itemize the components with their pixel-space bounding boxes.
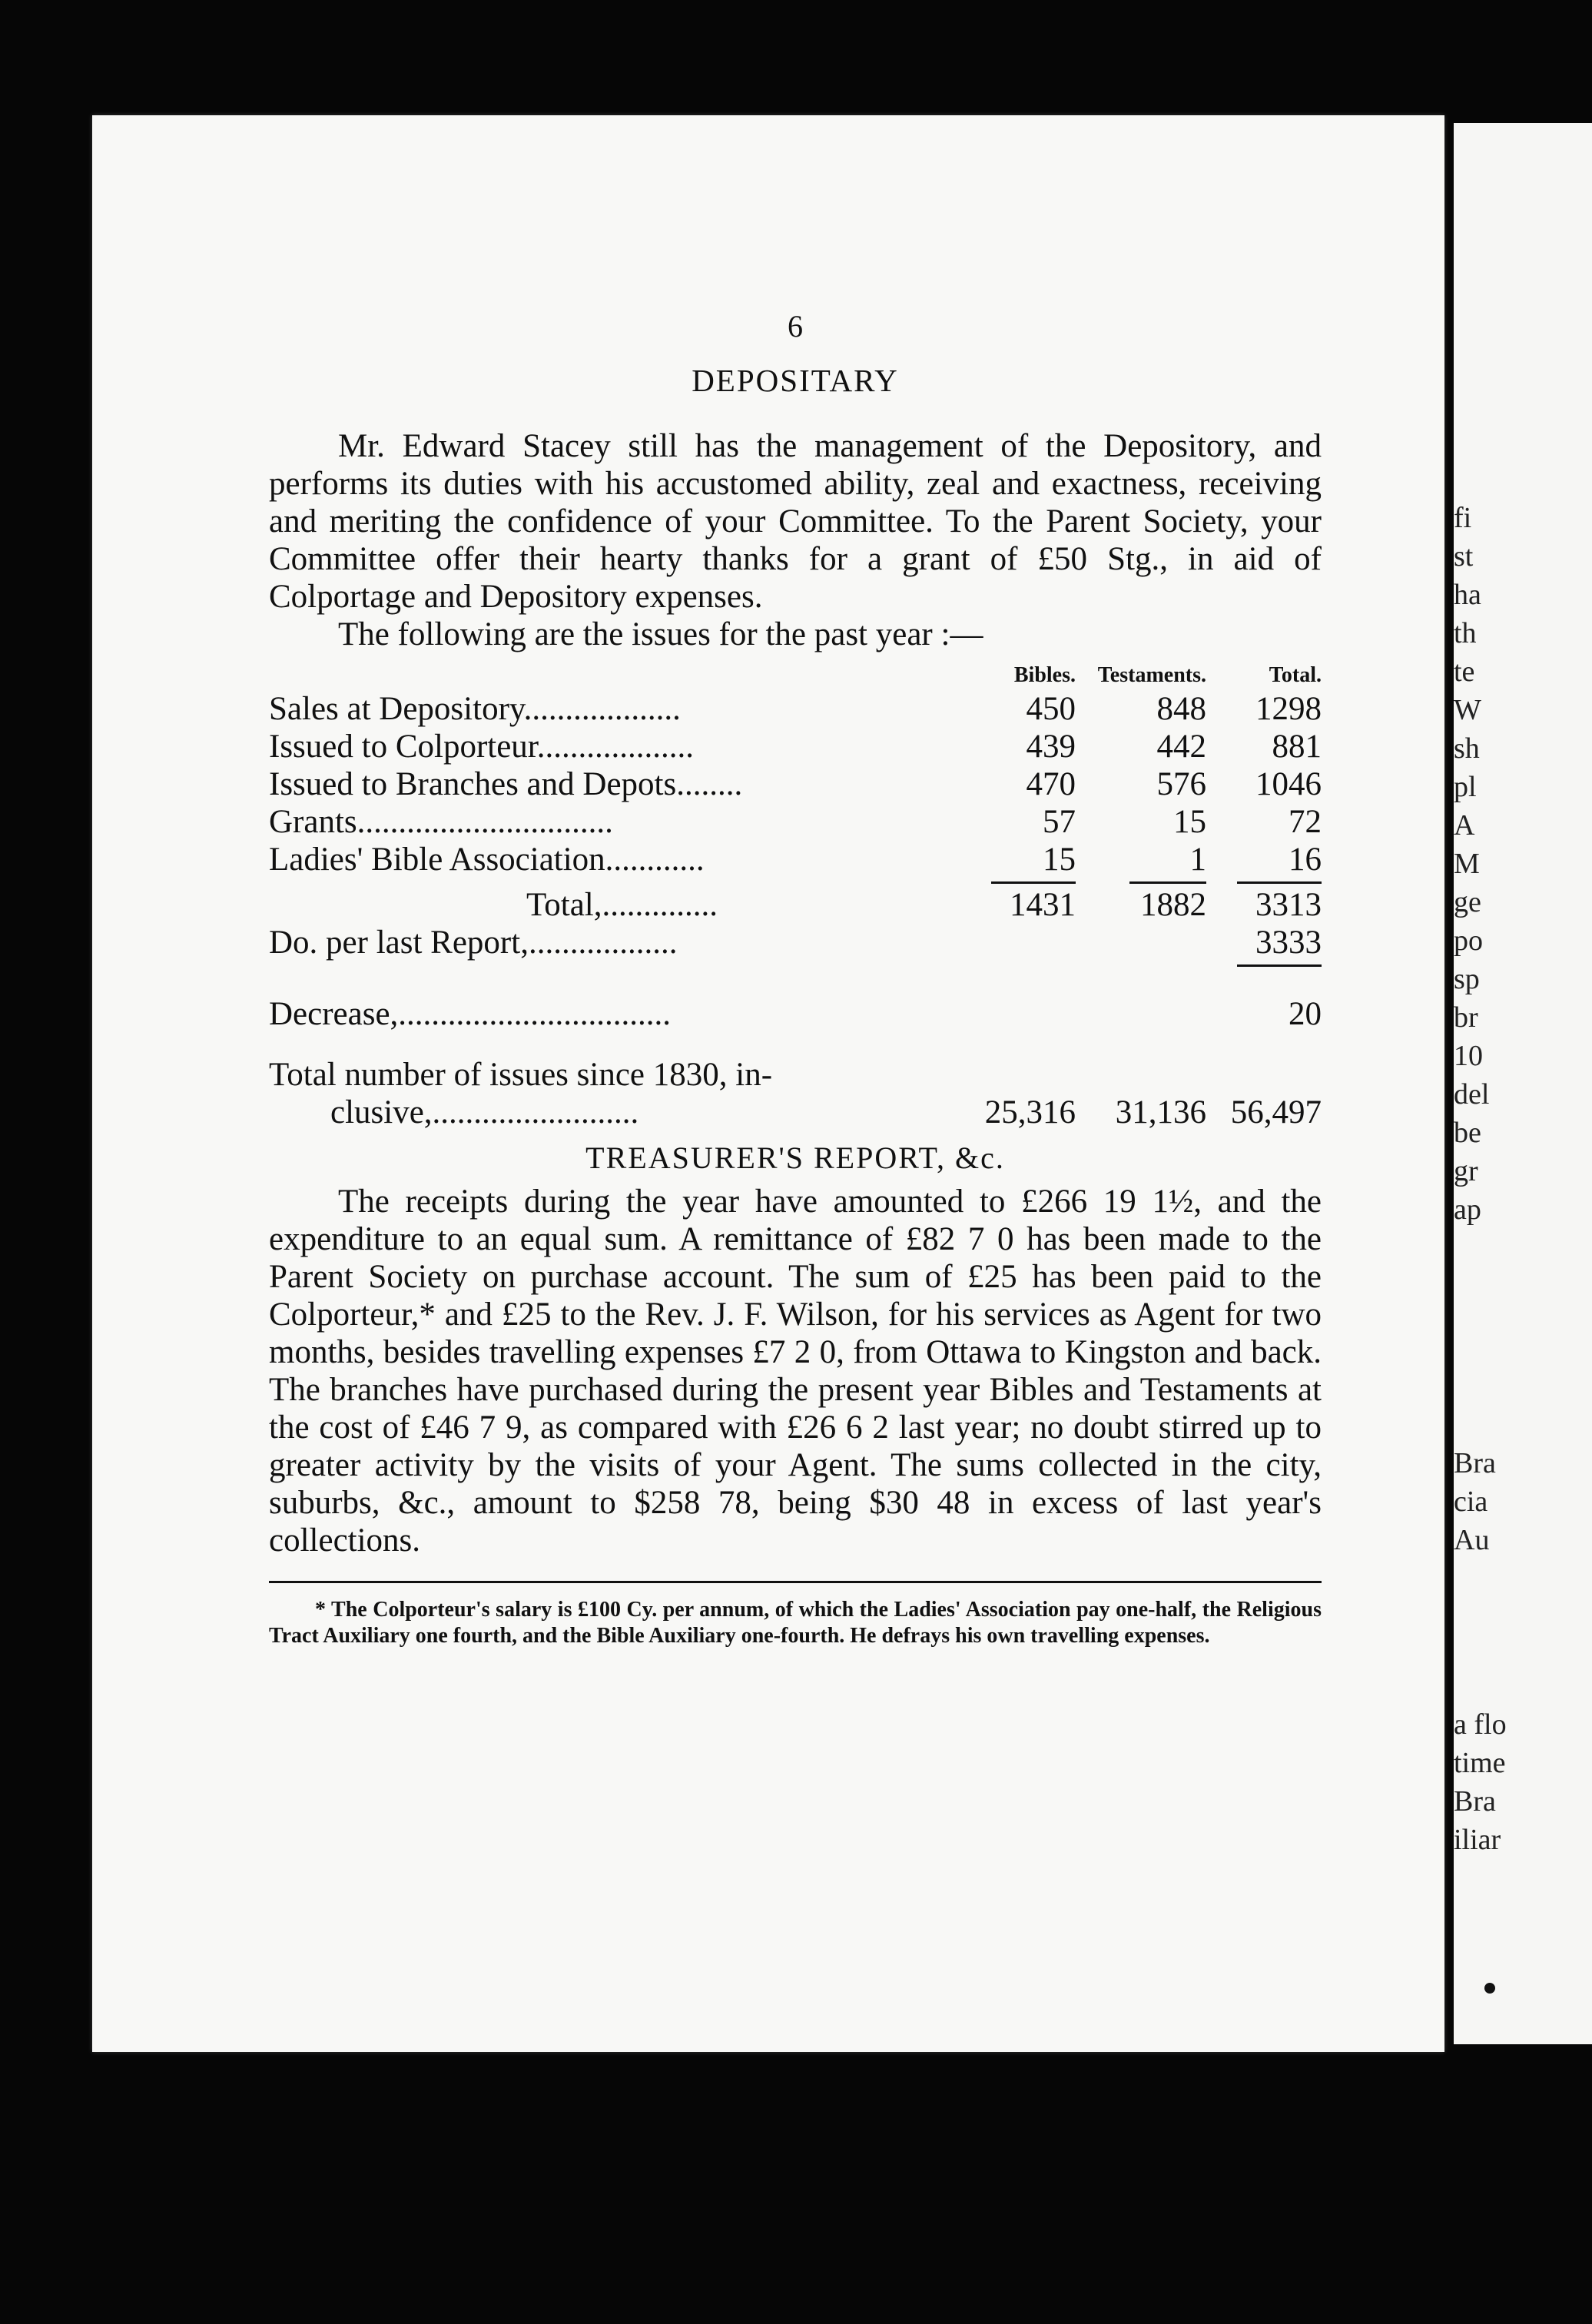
sum-rule bbox=[991, 881, 1076, 884]
facing-fragment: be bbox=[1454, 1117, 1481, 1149]
last-report-row bbox=[269, 924, 1322, 961]
depositary-heading: DEPOSITARY bbox=[692, 363, 899, 398]
issues-header-spacer bbox=[269, 664, 960, 690]
row-label: Grants............................... bbox=[269, 804, 613, 840]
last-report-label: Do. per last Report,.................. bbox=[269, 925, 678, 961]
issues-intro: The following are the issues for the past year :— bbox=[338, 616, 983, 652]
since-1830-label-cont: clusive,......................... bbox=[330, 1094, 639, 1130]
decrease-row bbox=[269, 969, 1322, 1033]
testaments-value: 848 bbox=[1156, 691, 1206, 727]
table-row bbox=[269, 841, 1322, 878]
row-label: Issued to Branches and Depots........ bbox=[269, 766, 743, 802]
bibles-value: 15 bbox=[1043, 842, 1076, 878]
issues-header-row bbox=[269, 664, 1322, 690]
facing-fragment: th bbox=[1454, 617, 1477, 649]
total-bibles: 1431 bbox=[1010, 887, 1076, 923]
bibles-value: 439 bbox=[1026, 729, 1076, 765]
last-report-total: 3333 bbox=[1255, 925, 1322, 961]
decrease-rule-row bbox=[269, 961, 1322, 969]
facing-fragment: Bra bbox=[1454, 1447, 1496, 1479]
page-content bbox=[269, 307, 1322, 1649]
since-1830-label: Total number of issues since 1830, in- bbox=[269, 1057, 773, 1093]
empty-cell bbox=[1076, 969, 1206, 1033]
total-row bbox=[269, 886, 1322, 924]
testaments-value: 576 bbox=[1156, 766, 1206, 802]
row-label: Ladies' Bible Association............ bbox=[269, 842, 705, 878]
facing-fragment: sh bbox=[1454, 732, 1480, 765]
table-row bbox=[269, 765, 1322, 803]
rule-cell bbox=[1206, 878, 1322, 886]
treasurer-heading: TREASURER'S REPORT, &c. bbox=[585, 1140, 1005, 1175]
treasurer-paragraph: The receipts during the year have amounted to £266 19 1½, and the expenditure to an equal sum. A remittance of £82 7 0 has been made to the Parent Society on purchase account. The sum of £25 has been paid to the Colporteur,* and £25 to the Rev. J. F. Wilson, for his services as Agent for two months, besides travelling expenses £7 2 0, from Ottawa to Kingston and back. The branches have purchased during the present year Bibles and Testaments at the cost of £46 7 9, as compared with £26 6 2 last year; no doubt stirred up to greater activity by the visits of your Agent. The sums collected in the city, suburbs, &c., amount to $258 78, being $30 48 in excess of last year's collections. bbox=[269, 1184, 1322, 1559]
rule-spacer bbox=[1076, 961, 1206, 969]
column-header-testaments: Testaments. bbox=[1097, 663, 1206, 687]
bibles-value: 57 bbox=[1043, 804, 1076, 840]
total-value: 1298 bbox=[1255, 691, 1322, 727]
page-number: 6 bbox=[788, 309, 803, 344]
facing-fragment: A bbox=[1454, 809, 1475, 842]
facing-fragment: fi bbox=[1454, 502, 1472, 534]
column-header-total: Total. bbox=[1269, 663, 1322, 687]
sum-rule bbox=[1129, 881, 1206, 884]
facing-fragment: cia bbox=[1454, 1486, 1488, 1518]
facing-fragment: ge bbox=[1454, 886, 1481, 918]
sum-rule-row bbox=[269, 878, 1322, 886]
bullet-mark bbox=[1484, 1983, 1495, 1994]
since-1830-testaments: 31,136 bbox=[1115, 1094, 1206, 1130]
row-label: Issued to Colporteur................... bbox=[269, 729, 694, 765]
rule-spacer bbox=[269, 961, 960, 969]
total-value: 1046 bbox=[1255, 766, 1322, 802]
facing-fragment: iliar bbox=[1454, 1824, 1501, 1856]
facing-fragment: Bra bbox=[1454, 1785, 1496, 1818]
facing-fragment: del bbox=[1454, 1078, 1490, 1111]
treasurer-section bbox=[269, 1139, 1322, 1559]
since-1830-total: 56,497 bbox=[1230, 1094, 1322, 1130]
empty-cell bbox=[1076, 924, 1206, 961]
rule-cell bbox=[1206, 961, 1322, 969]
facing-fragment: Au bbox=[1454, 1524, 1490, 1556]
empty-cell bbox=[960, 924, 1076, 961]
facing-fragment: st bbox=[1454, 540, 1474, 573]
facing-fragment: te bbox=[1454, 656, 1475, 688]
issues-table bbox=[269, 664, 1322, 1131]
total-value: 16 bbox=[1289, 842, 1322, 878]
total-total: 3313 bbox=[1255, 887, 1322, 923]
decrease-label: Decrease,................................. bbox=[269, 996, 672, 1032]
testaments-value: 442 bbox=[1156, 729, 1206, 765]
facing-fragment: 10 bbox=[1454, 1040, 1483, 1072]
table-row bbox=[269, 690, 1322, 728]
sum-rule bbox=[1237, 881, 1322, 884]
facing-fragment: a flo bbox=[1454, 1708, 1507, 1741]
facing-fragment: po bbox=[1454, 925, 1483, 957]
empty-cell bbox=[960, 969, 1076, 1033]
facing-fragment: W bbox=[1454, 694, 1481, 726]
total-value: 72 bbox=[1289, 804, 1322, 840]
facing-fragment: pl bbox=[1454, 771, 1477, 803]
facing-fragment: ha bbox=[1454, 579, 1481, 611]
decrease-rule bbox=[1237, 964, 1322, 967]
facing-fragment: br bbox=[1454, 1001, 1478, 1034]
footnote: * The Colporteur's salary is £100 Cy. per annum, of which the Ladies' Association pay one-half, the Religious Tract Auxiliary one fourth, and the Bible Auxiliary one-fourth. He defrays his own travelling expenses. bbox=[269, 1598, 1322, 1648]
since-1830-row bbox=[269, 1033, 1322, 1094]
footnote-divider bbox=[269, 1581, 1322, 1583]
column-header-bibles: Bibles. bbox=[1013, 663, 1076, 687]
facing-fragment: time bbox=[1454, 1747, 1506, 1779]
facing-fragment: M bbox=[1454, 848, 1480, 880]
table-row bbox=[269, 728, 1322, 765]
facing-fragment: gr bbox=[1454, 1155, 1478, 1187]
decrease-total: 20 bbox=[1289, 996, 1322, 1032]
bibles-value: 450 bbox=[1026, 691, 1076, 727]
testaments-value: 15 bbox=[1173, 804, 1206, 840]
rule-spacer bbox=[960, 961, 1076, 969]
rule-cell bbox=[1076, 878, 1206, 886]
since-1830-bibles: 25,316 bbox=[984, 1094, 1076, 1130]
bibles-value: 470 bbox=[1026, 766, 1076, 802]
facing-page-edge bbox=[1454, 123, 1592, 2044]
testaments-value: 1 bbox=[1189, 842, 1206, 878]
total-testaments: 1882 bbox=[1140, 887, 1206, 923]
rule-spacer bbox=[269, 878, 960, 886]
row-label: Sales at Depository................... bbox=[269, 691, 681, 727]
since-1830-values-row bbox=[269, 1094, 1322, 1131]
facing-fragment: sp bbox=[1454, 963, 1480, 995]
total-value: 881 bbox=[1272, 729, 1322, 765]
facing-fragment: ap bbox=[1454, 1194, 1481, 1226]
total-label: Total,.............. bbox=[526, 887, 718, 923]
rule-cell bbox=[960, 878, 1076, 886]
depositary-paragraph: Mr. Edward Stacey still has the management of the Depository, and performs its duties with his accustomed ability, zeal and exactness, receiving and meriting the confidence of your Committee. To the Parent Society, your Committee offer their hearty thanks for a grant of £50 Stg., in aid of Colportage and Depository expenses. bbox=[269, 428, 1322, 615]
table-row bbox=[269, 803, 1322, 841]
